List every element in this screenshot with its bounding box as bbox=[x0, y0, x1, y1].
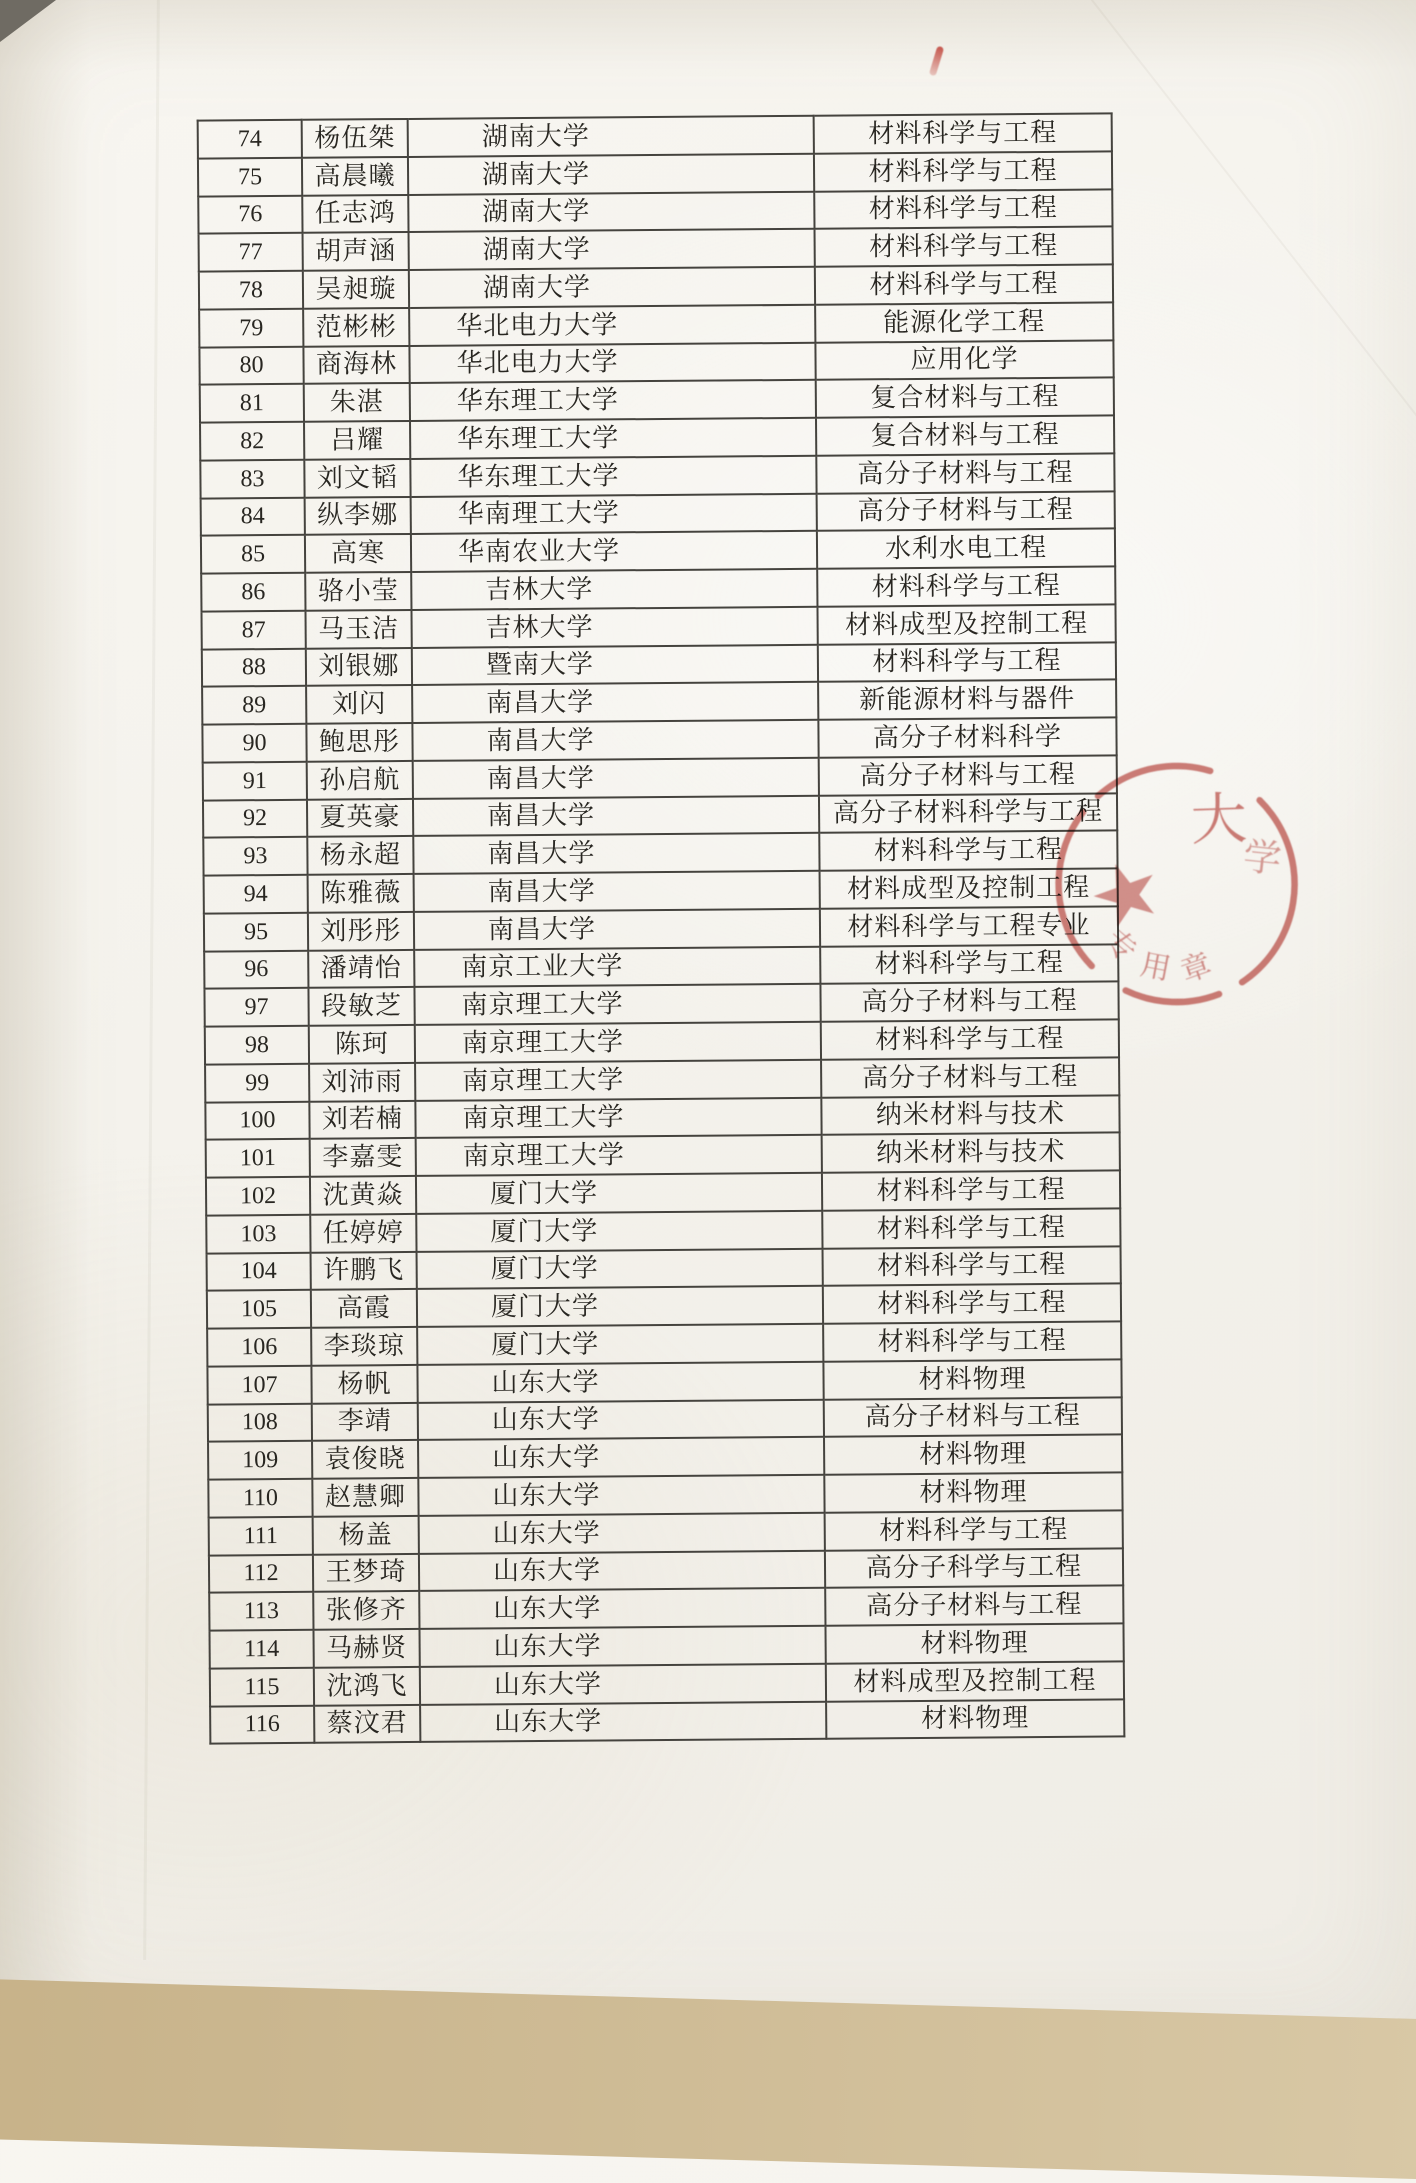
university-cell: 南昌大学 bbox=[412, 720, 818, 761]
university-cell: 南昌大学 bbox=[413, 833, 819, 874]
major-cell: 高分子材料与工程 bbox=[824, 1397, 1122, 1437]
row-number-cell: 88 bbox=[202, 648, 306, 687]
university-cell: 南京理工大学 bbox=[415, 1022, 821, 1063]
major-cell: 材料科学与工程 bbox=[822, 1170, 1120, 1210]
row-number-cell: 114 bbox=[209, 1630, 313, 1669]
student-name-cell: 高寒 bbox=[305, 534, 411, 573]
row-number-cell: 89 bbox=[202, 686, 306, 725]
student-name-cell: 任婷婷 bbox=[310, 1214, 416, 1253]
major-cell: 材料成型及控制工程 bbox=[826, 1661, 1124, 1701]
student-name-cell: 张修齐 bbox=[313, 1591, 419, 1630]
university-cell: 湖南大学 bbox=[409, 229, 815, 270]
university-cell: 吉林大学 bbox=[411, 569, 817, 610]
student-name-cell: 沈鸿飞 bbox=[314, 1667, 420, 1706]
row-number-cell: 82 bbox=[200, 422, 304, 461]
university-cell: 湖南大学 bbox=[408, 116, 814, 157]
seal-star-icon bbox=[1086, 853, 1165, 931]
university-cell: 厦门大学 bbox=[417, 1248, 823, 1289]
major-cell: 材料科学与工程 bbox=[814, 113, 1112, 153]
major-cell: 高分子材料与工程 bbox=[825, 1586, 1123, 1626]
student-name-cell: 刘彤彤 bbox=[308, 912, 414, 951]
student-name-cell: 刘银娜 bbox=[306, 647, 412, 686]
seal-graphic bbox=[1029, 739, 1325, 1035]
university-cell: 华北电力大学 bbox=[409, 305, 815, 346]
student-name-cell: 刘文韬 bbox=[304, 459, 410, 498]
major-cell: 材料科学与工程 bbox=[822, 1208, 1120, 1248]
university-cell: 南京理工大学 bbox=[415, 1059, 821, 1100]
student-name-cell: 马玉洁 bbox=[305, 610, 411, 649]
student-name-cell: 杨盖 bbox=[313, 1516, 419, 1555]
row-number-cell: 101 bbox=[206, 1139, 310, 1178]
university-cell: 湖南大学 bbox=[408, 154, 814, 195]
seal-bottom-arc-text: 专用章 bbox=[1098, 923, 1231, 990]
row-number-cell: 96 bbox=[204, 950, 308, 989]
university-cell: 山东大学 bbox=[420, 1701, 826, 1742]
row-number-cell: 93 bbox=[203, 837, 307, 876]
student-name-cell: 蔡汶君 bbox=[314, 1704, 420, 1743]
row-number-cell: 97 bbox=[204, 988, 308, 1027]
row-number-cell: 107 bbox=[207, 1366, 311, 1405]
university-cell: 华南理工大学 bbox=[411, 493, 817, 534]
student-name-cell: 胡声涵 bbox=[303, 232, 409, 271]
student-name-cell: 刘若楠 bbox=[309, 1100, 415, 1139]
row-number-cell: 80 bbox=[199, 346, 303, 385]
major-cell: 高分子材料科学 bbox=[818, 717, 1116, 757]
major-cell: 高分子科学与工程 bbox=[825, 1548, 1123, 1588]
student-name-cell: 陈雅薇 bbox=[308, 874, 414, 913]
student-name-cell: 高晨曦 bbox=[302, 157, 408, 196]
row-number-cell: 74 bbox=[198, 120, 302, 159]
row-number-cell: 106 bbox=[207, 1328, 311, 1367]
major-cell: 材料科学与工程 bbox=[823, 1246, 1121, 1286]
row-number-cell: 116 bbox=[210, 1705, 314, 1744]
student-name-cell: 高霞 bbox=[311, 1289, 417, 1328]
student-roster-table bbox=[197, 112, 1126, 1744]
row-number-cell: 79 bbox=[199, 309, 303, 348]
student-name-cell: 段敏芝 bbox=[308, 987, 414, 1026]
university-cell: 山东大学 bbox=[418, 1399, 824, 1440]
student-name-cell: 吕耀 bbox=[304, 421, 410, 460]
major-cell: 纳米材料与技术 bbox=[821, 1095, 1119, 1135]
major-cell: 材料科学与工程 bbox=[814, 151, 1112, 191]
university-cell: 南昌大学 bbox=[414, 871, 820, 912]
major-cell: 高分子材料与工程 bbox=[820, 982, 1118, 1022]
university-cell: 华东理工大学 bbox=[410, 380, 816, 421]
university-cell: 南昌大学 bbox=[413, 758, 819, 799]
student-name-cell: 李靖 bbox=[312, 1402, 418, 1441]
row-number-cell: 115 bbox=[210, 1667, 314, 1706]
major-cell: 高分子材料与工程 bbox=[821, 1057, 1119, 1097]
row-number-cell: 111 bbox=[209, 1517, 313, 1556]
row-number-cell: 83 bbox=[200, 460, 304, 499]
university-cell: 厦门大学 bbox=[417, 1286, 823, 1327]
student-name-cell: 李嘉雯 bbox=[310, 1138, 416, 1177]
table-row bbox=[210, 1699, 1124, 1744]
student-name-cell: 孙启航 bbox=[307, 761, 413, 800]
row-number-cell: 108 bbox=[208, 1403, 312, 1442]
student-name-cell: 刘闪 bbox=[306, 685, 412, 724]
university-cell: 湖南大学 bbox=[409, 267, 815, 308]
university-cell: 暨南大学 bbox=[412, 644, 818, 685]
row-number-cell: 78 bbox=[199, 271, 303, 310]
university-cell: 山东大学 bbox=[418, 1475, 824, 1516]
major-cell: 材料成型及控制工程 bbox=[817, 604, 1115, 644]
row-number-cell: 98 bbox=[205, 1026, 309, 1065]
major-cell: 材料物理 bbox=[824, 1435, 1122, 1475]
university-cell: 厦门大学 bbox=[416, 1173, 822, 1214]
row-number-cell: 86 bbox=[201, 573, 305, 612]
university-cell: 南京工业大学 bbox=[414, 946, 820, 987]
major-cell: 水利水电工程 bbox=[817, 529, 1115, 569]
major-cell: 高分子材料与工程 bbox=[817, 491, 1115, 531]
major-cell: 材料科学与工程 bbox=[815, 264, 1113, 304]
student-name-cell: 李琰琼 bbox=[311, 1327, 417, 1366]
major-cell: 高分子材料与工程 bbox=[816, 453, 1114, 493]
student-name-cell: 夏英豪 bbox=[307, 798, 413, 837]
major-cell: 材料成型及控制工程 bbox=[820, 868, 1118, 908]
major-cell: 应用化学 bbox=[815, 340, 1113, 380]
row-number-cell: 76 bbox=[198, 195, 302, 234]
student-name-cell: 任志鸿 bbox=[302, 194, 408, 233]
student-name-cell: 赵慧卿 bbox=[312, 1478, 418, 1517]
major-cell: 材料科学与工程 bbox=[825, 1510, 1123, 1550]
row-number-cell: 77 bbox=[199, 233, 303, 272]
university-cell: 吉林大学 bbox=[411, 607, 817, 648]
major-cell: 材料科学与工程 bbox=[820, 944, 1118, 984]
row-number-cell: 104 bbox=[207, 1252, 311, 1291]
university-cell: 山东大学 bbox=[419, 1512, 825, 1553]
row-number-cell: 102 bbox=[206, 1177, 310, 1216]
row-number-cell: 112 bbox=[209, 1554, 313, 1593]
student-name-cell: 杨帆 bbox=[311, 1365, 417, 1404]
major-cell: 材料物理 bbox=[823, 1359, 1121, 1399]
photo-background-corner bbox=[0, 0, 56, 42]
major-cell: 材料物理 bbox=[824, 1472, 1122, 1512]
university-cell: 南京理工大学 bbox=[415, 1097, 821, 1138]
student-name-cell: 鲍思彤 bbox=[306, 723, 412, 762]
row-number-cell: 81 bbox=[200, 384, 304, 423]
paper-crease-diagonal bbox=[1075, 0, 1416, 484]
paper-crease-vertical bbox=[143, 0, 160, 1960]
student-name-cell: 骆小莹 bbox=[305, 572, 411, 611]
student-name-cell: 马赫贤 bbox=[313, 1629, 419, 1668]
photo-background-bottom-edge bbox=[0, 1978, 1416, 2183]
university-cell: 湖南大学 bbox=[408, 191, 814, 232]
major-cell: 材料科学与工程 bbox=[817, 566, 1115, 606]
row-number-cell: 87 bbox=[201, 611, 305, 650]
major-cell: 高分子材料与工程 bbox=[819, 755, 1117, 795]
major-cell: 材料科学与工程 bbox=[814, 189, 1112, 229]
seal-char-top: 大 bbox=[1189, 788, 1248, 853]
student-name-cell: 范彬彬 bbox=[303, 308, 409, 347]
student-name-cell: 杨永超 bbox=[307, 836, 413, 875]
university-cell: 厦门大学 bbox=[416, 1210, 822, 1251]
row-number-cell: 109 bbox=[208, 1441, 312, 1480]
major-cell: 材料物理 bbox=[826, 1699, 1124, 1739]
university-cell: 华东理工大学 bbox=[410, 418, 816, 459]
student-name-cell: 杨伍桀 bbox=[302, 119, 408, 158]
student-name-cell: 朱湛 bbox=[304, 383, 410, 422]
university-cell: 南京理工大学 bbox=[414, 984, 820, 1025]
row-number-cell: 94 bbox=[204, 875, 308, 914]
row-number-cell: 103 bbox=[206, 1215, 310, 1254]
seal-circle bbox=[1029, 739, 1325, 1035]
row-number-cell: 105 bbox=[207, 1290, 311, 1329]
university-cell: 华东理工大学 bbox=[410, 456, 816, 497]
major-cell: 复合材料与工程 bbox=[816, 378, 1114, 418]
major-cell: 材料科学与工程 bbox=[823, 1284, 1121, 1324]
student-name-cell: 吴昶璇 bbox=[303, 270, 409, 309]
row-number-cell: 91 bbox=[203, 762, 307, 801]
major-cell: 材料科学与工程 bbox=[823, 1321, 1121, 1361]
university-cell: 山东大学 bbox=[418, 1437, 824, 1478]
seal-char-right: 学 bbox=[1241, 835, 1284, 882]
university-cell: 山东大学 bbox=[419, 1588, 825, 1629]
university-cell: 南京理工大学 bbox=[416, 1135, 822, 1176]
student-name-cell: 许鹏飞 bbox=[311, 1251, 417, 1290]
university-cell: 南昌大学 bbox=[414, 909, 820, 950]
major-cell: 材料科学与工程 bbox=[819, 831, 1117, 871]
row-number-cell: 92 bbox=[203, 799, 307, 838]
student-name-cell: 沈黄焱 bbox=[310, 1176, 416, 1215]
row-number-cell: 100 bbox=[205, 1101, 309, 1140]
row-number-cell: 99 bbox=[205, 1064, 309, 1103]
major-cell: 高分子材料科学与工程 bbox=[819, 793, 1117, 833]
row-number-cell: 113 bbox=[209, 1592, 313, 1631]
major-cell: 材料科学与工程 bbox=[815, 227, 1113, 267]
student-name-cell: 王梦琦 bbox=[313, 1553, 419, 1592]
row-number-cell: 75 bbox=[198, 158, 302, 197]
major-cell: 材料物理 bbox=[825, 1623, 1123, 1663]
student-name-cell: 商海林 bbox=[303, 345, 409, 384]
major-cell: 能源化学工程 bbox=[815, 302, 1113, 342]
student-name-cell: 刘沛雨 bbox=[309, 1063, 415, 1102]
row-number-cell: 110 bbox=[208, 1479, 312, 1518]
university-cell: 厦门大学 bbox=[417, 1324, 823, 1365]
major-cell: 复合材料与工程 bbox=[816, 415, 1114, 455]
paper-left-shadow bbox=[0, 0, 90, 2048]
university-cell: 华北电力大学 bbox=[409, 342, 815, 383]
student-name-cell: 潘靖怡 bbox=[308, 949, 414, 988]
university-cell: 南昌大学 bbox=[412, 682, 818, 723]
university-cell: 南昌大学 bbox=[413, 795, 819, 836]
student-name-cell: 陈珂 bbox=[309, 1025, 415, 1064]
row-number-cell: 84 bbox=[201, 497, 305, 536]
student-name-cell: 袁俊晓 bbox=[312, 1440, 418, 1479]
university-cell: 山东大学 bbox=[417, 1361, 823, 1402]
major-cell: 材料科学与工程 bbox=[821, 1019, 1119, 1059]
row-number-cell: 95 bbox=[204, 913, 308, 952]
university-cell: 山东大学 bbox=[419, 1550, 825, 1591]
major-cell: 材料科学与工程专业 bbox=[820, 906, 1118, 946]
major-cell: 新能源材料与器件 bbox=[818, 680, 1116, 720]
red-official-seal bbox=[1029, 739, 1325, 1035]
university-cell: 华南农业大学 bbox=[411, 531, 817, 572]
major-cell: 纳米材料与技术 bbox=[822, 1133, 1120, 1173]
row-number-cell: 90 bbox=[202, 724, 306, 763]
university-cell: 山东大学 bbox=[420, 1663, 826, 1704]
row-number-cell: 85 bbox=[201, 535, 305, 574]
student-name-cell: 纵李娜 bbox=[305, 496, 411, 535]
paper-top-shadow bbox=[0, 0, 1416, 70]
major-cell: 材料科学与工程 bbox=[818, 642, 1116, 682]
university-cell: 山东大学 bbox=[419, 1626, 825, 1667]
roster-table-body bbox=[198, 113, 1125, 1743]
